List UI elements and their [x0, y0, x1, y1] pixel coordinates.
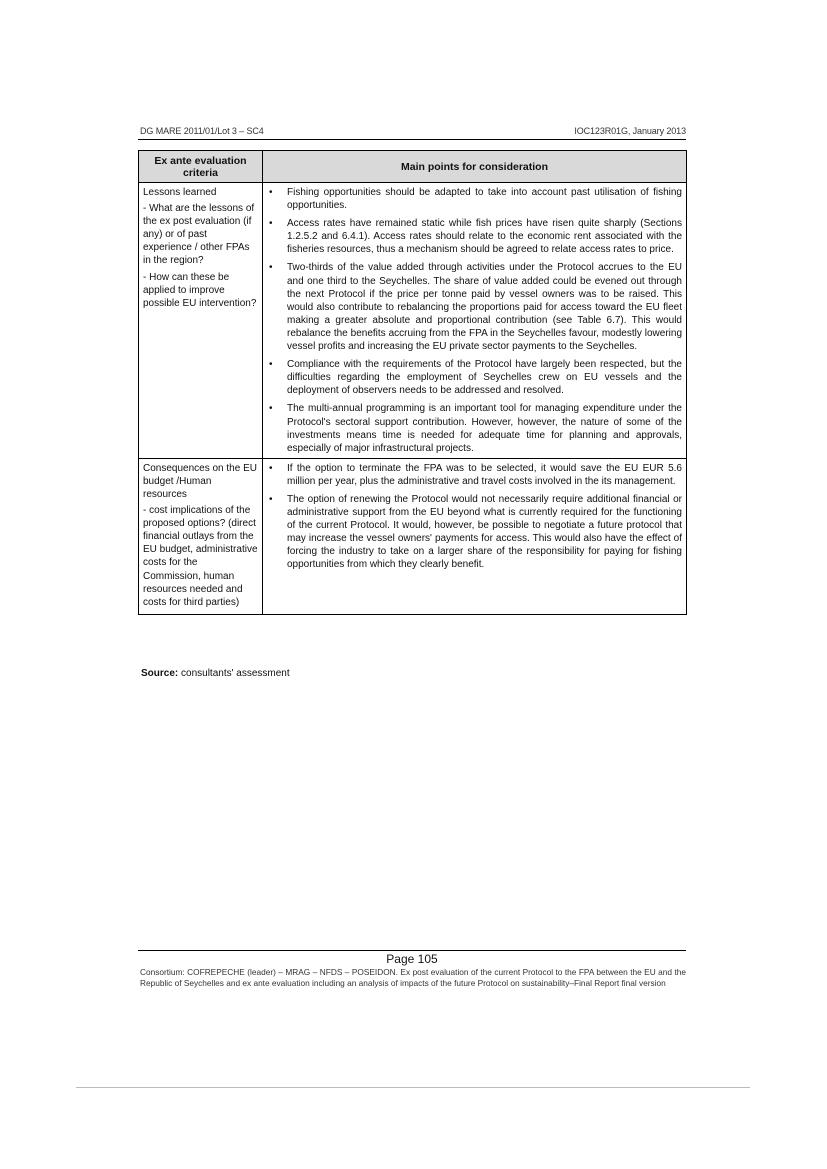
bullet-icon: •	[269, 462, 273, 474]
bullet-icon: •	[269, 403, 273, 415]
bullet-icon: •	[269, 493, 273, 505]
criteria-cell	[139, 458, 263, 614]
point-text: Access rates have remained static while fish prices have risen quite sharply (Sections 1.2.5.2 and 6.4.1). Access rates should relate to the economic rent associated with the fisheries resources, thus a mechanism should be agreed to relate access rates to price.	[287, 218, 682, 256]
list-item	[267, 186, 682, 212]
evaluation-table	[138, 150, 687, 615]
point-text: The multi-annual programming is an important tool for managing expenditure under the Protocol's sectoral support contribution. However, however, the nature of some of the investments means time is needed for adequate time for planning and approvals, especially of major infrastructural projects.	[287, 403, 682, 454]
page-number: Page 105	[386, 952, 438, 966]
point-text: The option of renewing the Protocol would not necessarily require additional financial or administrative support from the EU beyond what is currently required for the functioning of the current Protocol. It would, however, be possible to negotiate a future protocol that may increase the vessel owners' payments for access. This would also have the effect of forcing the industry to take on a larger share of the responsibility for paying for fishing opportunities from which they clearly benefit.	[287, 493, 682, 571]
criteria-question: - What are the lessons of the ex post evaluation (if any) or of past experience / other FPAs in the region?	[143, 203, 255, 267]
table-source-note	[141, 668, 290, 679]
bullet-icon: •	[269, 359, 273, 371]
list-item	[267, 402, 682, 454]
column-header-points: Main points for consideration	[263, 151, 687, 183]
running-header-left: DG MARE 2011/01/Lot 3 – SC4	[140, 126, 264, 136]
list-item	[267, 261, 682, 353]
point-text: If the option to terminate the FPA was to be selected, it would save the EU EUR 5.6 million per year, plus the administrative and travel costs involved in the its management.	[287, 462, 682, 487]
point-text: Fishing opportunities should be adapted to take into account past utilisation of fishing opportunities.	[287, 187, 682, 212]
list-item	[267, 462, 682, 488]
source-label: Source:	[141, 668, 179, 679]
bullet-icon: •	[269, 262, 273, 274]
list-item	[267, 358, 682, 397]
list-item	[267, 217, 682, 256]
footer-consortium-text: Consortium: COFREPECHE (leader) – MRAG – NFDS – POSEIDON. Ex post evaluation of the current Protocol to the FPA between the EU and the Republic of Seychelles and ex ante evaluation including an analysis of impacts of the future Protocol on sustainability–Final Report final version	[140, 967, 686, 988]
points-cell	[263, 458, 687, 614]
table-row	[139, 183, 687, 459]
column-header-criteria: Ex ante evaluation criteria	[139, 151, 263, 183]
bullet-icon: •	[269, 187, 273, 198]
points-list	[267, 186, 682, 455]
criteria-title: Consequences on the EU budget /Human resources	[143, 462, 257, 500]
points-cell	[263, 183, 687, 459]
header-divider	[138, 139, 686, 140]
running-header-right: IOC123R01G, January 2013	[574, 126, 686, 136]
point-text: Two-thirds of the value added through activities under the Protocol accrues to the EU and one third to the Seychelles. The share of value added could be evened out through the next Protocol if the price per tonne paid by vessel owners was to be raised. This would also contribute to rebalancing the proportions paid for access toward the EU fleet making a greater absolute and proportional contribution (see Table 6.7). This would rebalance the benefits accruing from the FPA in the Seychelles favour, modestly lowering vessel profits and increasing the EU private sector payments to the Seychelles.	[287, 262, 682, 353]
list-item	[267, 493, 682, 572]
criteria-question: - How can these be applied to improve possible EU intervention?	[143, 271, 257, 309]
criteria-question: - cost implications of the proposed options? (direct financial outlays from the EU budget, administrative costs for the Commission, human resources needed and costs for third parties)	[143, 505, 258, 608]
footer-divider	[138, 950, 686, 951]
page-bottom-divider	[76, 1087, 750, 1088]
criteria-title: Lessons learned	[143, 187, 217, 198]
points-list	[267, 462, 682, 572]
bullet-icon: •	[269, 218, 273, 230]
criteria-cell	[139, 183, 263, 459]
source-text: consultants' assessment	[178, 668, 290, 679]
table-header-row	[139, 151, 687, 183]
table-row	[139, 458, 687, 614]
point-text: Compliance with the requirements of the Protocol have largely been respected, but the difficulties regarding the employment of Seychelles crew on EU vessels and the deployment of observers needs to be addressed and resolved.	[287, 359, 682, 397]
